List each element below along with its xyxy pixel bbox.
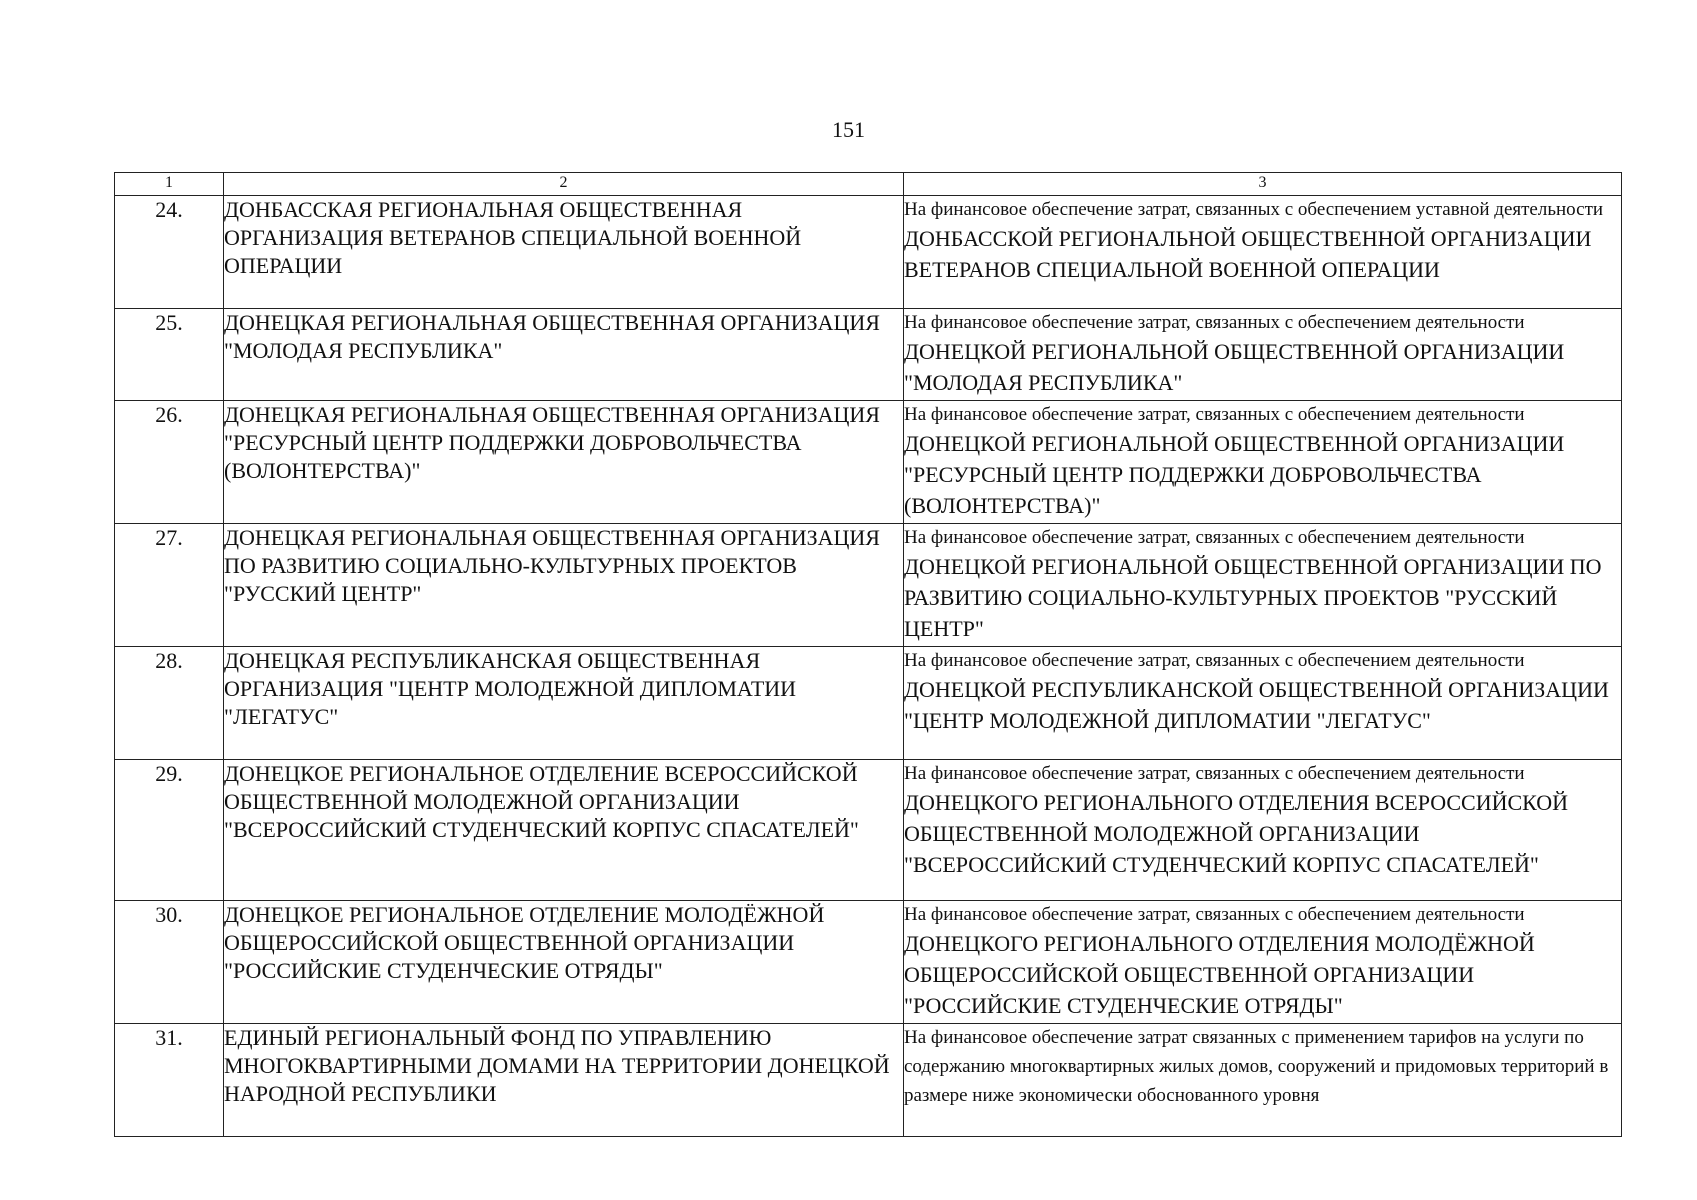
purpose-lead: На финансовое обеспечение затрат, связанных с обеспечением деятельности [904,312,1525,333]
row-number: 26. [115,401,224,524]
purpose-lead: На финансовое обеспечение затрат, связанных с обеспечением деятельности [904,904,1525,925]
organization-name: ЕДИНЫЙ РЕГИОНАЛЬНЫЙ ФОНД ПО УПРАВЛЕНИЮ МНОГОКВАРТИРНЫМИ ДОМАМИ НА ТЕРРИТОРИИ ДОНЕЦКОЙ НАРОДНОЙ РЕСПУБЛИКИ [224,1024,904,1137]
organization-name: ДОНБАССКАЯ РЕГИОНАЛЬНАЯ ОБЩЕСТВЕННАЯ ОРГАНИЗАЦИЯ ВЕТЕРАНОВ СПЕЦИАЛЬНОЙ ВОЕННОЙ ОПЕРАЦИИ [224,196,904,309]
funding-purpose [904,309,1622,401]
funding-purpose [904,647,1622,760]
purpose-lead: На финансовое обеспечение затрат связанных с применением тарифов на услуги по содержанию многоквартирных жилых домов, сооружений и придомовых территорий в размере ниже экономически обоснованного уровня [904,1027,1609,1106]
organization-name: ДОНЕЦКАЯ РЕГИОНАЛЬНАЯ ОБЩЕСТВЕННАЯ ОРГАНИЗАЦИЯ "РЕСУРСНЫЙ ЦЕНТР ПОДДЕРЖКИ ДОБРОВОЛЬЧЕСТВА (ВОЛОНТЕРСТВА)" [224,401,904,524]
table-row [115,647,1622,760]
funding-purpose [904,901,1622,1024]
table-row [115,309,1622,401]
header-col-number: 1 [115,173,224,196]
purpose-organization: ДОНЕЦКОЙ РЕГИОНАЛЬНОЙ ОБЩЕСТВЕННОЙ ОРГАНИЗАЦИИ "МОЛОДАЯ РЕСПУБЛИКА" [904,339,1565,395]
table-row [115,901,1622,1024]
table-row [115,760,1622,901]
purpose-organization: ДОНБАССКОЙ РЕГИОНАЛЬНОЙ ОБЩЕСТВЕННОЙ ОРГАНИЗАЦИИ ВЕТЕРАНОВ СПЕЦИАЛЬНОЙ ВОЕННОЙ ОПЕРАЦИИ [904,226,1592,282]
purpose-organization: ДОНЕЦКОЙ РЕГИОНАЛЬНОЙ ОБЩЕСТВЕННОЙ ОРГАНИЗАЦИИ ПО РАЗВИТИЮ СОЦИАЛЬНО-КУЛЬТУРНЫХ ПРОЕКТОВ "РУССКИЙ ЦЕНТР" [904,554,1602,641]
table-row [115,1024,1622,1137]
purpose-organization: ДОНЕЦКОГО РЕГИОНАЛЬНОГО ОТДЕЛЕНИЯ ВСЕРОССИЙСКОЙ ОБЩЕСТВЕННОЙ МОЛОДЕЖНОЙ ОРГАНИЗАЦИИ "ВСЕРОССИЙСКИЙ СТУДЕНЧЕСКИЙ КОРПУС СПАСАТЕЛЕЙ" [904,790,1569,877]
funding-purpose [904,196,1622,309]
funding-purpose [904,401,1622,524]
purpose-lead: На финансовое обеспечение затрат, связанных с обеспечением деятельности [904,763,1525,784]
purpose-lead: На финансовое обеспечение затрат, связанных с обеспечением уставной деятельности [904,199,1604,220]
table-row [115,524,1622,647]
row-number: 31. [115,1024,224,1137]
organization-name: ДОНЕЦКАЯ РЕГИОНАЛЬНАЯ ОБЩЕСТВЕННАЯ ОРГАНИЗАЦИЯ "МОЛОДАЯ РЕСПУБЛИКА" [224,309,904,401]
row-number: 24. [115,196,224,309]
funding-purpose [904,524,1622,647]
purpose-lead: На финансовое обеспечение затрат, связанных с обеспечением деятельности [904,650,1525,671]
organization-name: ДОНЕЦКАЯ РЕГИОНАЛЬНАЯ ОБЩЕСТВЕННАЯ ОРГАНИЗАЦИЯ ПО РАЗВИТИЮ СОЦИАЛЬНО-КУЛЬТУРНЫХ ПРОЕКТОВ "РУССКИЙ ЦЕНТР" [224,524,904,647]
organization-name: ДОНЕЦКОЕ РЕГИОНАЛЬНОЕ ОТДЕЛЕНИЕ ВСЕРОССИЙСКОЙ ОБЩЕСТВЕННОЙ МОЛОДЕЖНОЙ ОРГАНИЗАЦИИ "ВСЕРОССИЙСКИЙ СТУДЕНЧЕСКИЙ КОРПУС СПАСАТЕЛЕЙ" [224,760,904,901]
organization-name: ДОНЕЦКАЯ РЕСПУБЛИКАНСКАЯ ОБЩЕСТВЕННАЯ ОРГАНИЗАЦИЯ "ЦЕНТР МОЛОДЕЖНОЙ ДИПЛОМАТИИ "ЛЕГАТУС" [224,647,904,760]
header-row [115,173,1622,196]
table-row [115,196,1622,309]
row-number: 28. [115,647,224,760]
row-number: 30. [115,901,224,1024]
purpose-lead: На финансовое обеспечение затрат, связанных с обеспечением деятельности [904,527,1525,548]
funding-purpose [904,760,1622,901]
table-body [115,196,1622,1137]
row-number: 29. [115,760,224,901]
purpose-organization: ДОНЕЦКОЙ РЕСПУБЛИКАНСКОЙ ОБЩЕСТВЕННОЙ ОРГАНИЗАЦИИ "ЦЕНТР МОЛОДЕЖНОЙ ДИПЛОМАТИИ "ЛЕГАТУС" [904,677,1609,733]
header-col-organization: 2 [224,173,904,196]
organization-name: ДОНЕЦКОЕ РЕГИОНАЛЬНОЕ ОТДЕЛЕНИЕ МОЛОДЁЖНОЙ ОБЩЕРОССИЙСКОЙ ОБЩЕСТВЕННОЙ ОРГАНИЗАЦИИ "РОССИЙСКИЕ СТУДЕНЧЕСКИЕ ОТРЯДЫ" [224,901,904,1024]
purpose-lead: На финансовое обеспечение затрат, связанных с обеспечением деятельности [904,404,1525,425]
purpose-organization: ДОНЕЦКОГО РЕГИОНАЛЬНОГО ОТДЕЛЕНИЯ МОЛОДЁЖНОЙ ОБЩЕРОССИЙСКОЙ ОБЩЕСТВЕННОЙ ОРГАНИЗАЦИИ "РОССИЙСКИЕ СТУДЕНЧЕСКИЕ ОТРЯДЫ" [904,931,1535,1018]
purpose-organization: ДОНЕЦКОЙ РЕГИОНАЛЬНОЙ ОБЩЕСТВЕННОЙ ОРГАНИЗАЦИИ "РЕСУРСНЫЙ ЦЕНТР ПОДДЕРЖКИ ДОБРОВОЛЬЧЕСТВА (ВОЛОНТЕРСТВА)" [904,431,1565,518]
document-table [114,172,1622,1137]
header-col-purpose: 3 [904,173,1622,196]
table-header [115,173,1622,196]
page-number: 151 [832,117,865,142]
funding-purpose [904,1024,1622,1137]
row-number: 27. [115,524,224,647]
table-row [115,401,1622,524]
row-number: 25. [115,309,224,401]
